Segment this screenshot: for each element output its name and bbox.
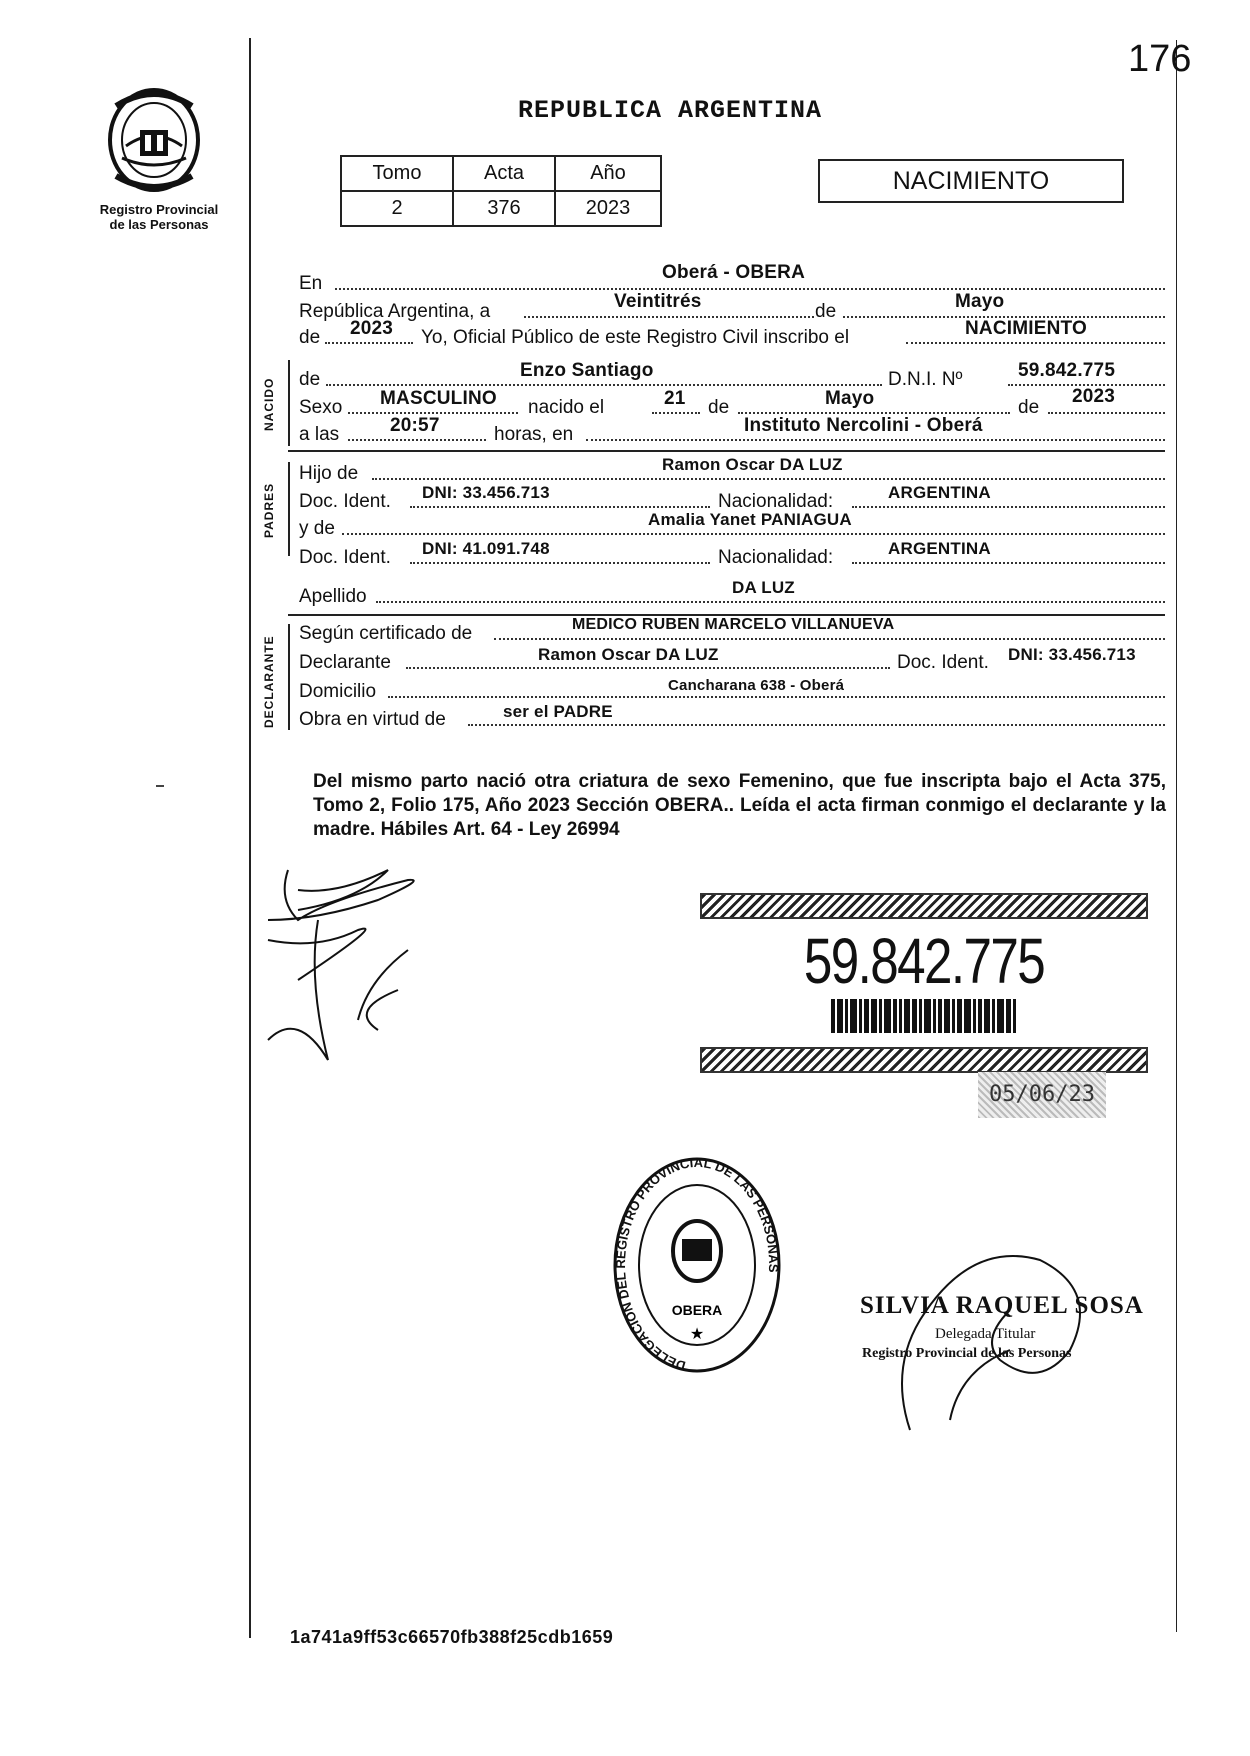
document-hash: 1a741a9ff53c66570fb388f25cdb1659	[290, 1627, 614, 1647]
declarante-doc-value: DNI: 33.456.713	[1008, 645, 1136, 664]
sticker-dni-number: 59.842.775	[803, 925, 1045, 997]
horas-label: horas, en	[494, 424, 574, 445]
birth-day-value: 21	[664, 388, 686, 409]
dni-sticker	[700, 893, 1148, 1073]
fill-line	[335, 288, 1165, 290]
birth-place-value: Instituto Nercolini - Oberá	[744, 415, 983, 436]
month-value: Mayo	[955, 291, 1005, 312]
domicilio-label: Domicilio	[299, 681, 377, 702]
obra-value: ser el PADRE	[503, 702, 613, 721]
certificado-label: Según certificado de	[299, 623, 473, 644]
fill-line	[410, 506, 710, 508]
nacionalidad-label: Nacionalidad:	[718, 547, 834, 568]
declarante-bracket	[288, 624, 290, 730]
child-name-value: Enzo Santiago	[520, 360, 654, 381]
fill-line	[586, 439, 1165, 441]
logo-caption	[84, 202, 234, 232]
apellido-value: DA LUZ	[732, 578, 795, 597]
registry-value-ano: 2023	[555, 191, 661, 226]
sexo-label: Sexo	[299, 397, 343, 418]
fill-line	[342, 533, 1165, 535]
seal-bottom-text: OBERA	[671, 1302, 723, 1318]
place-value: Oberá - OBERA	[662, 262, 806, 283]
day-value: Veintitrés	[614, 291, 702, 312]
fill-line	[1048, 412, 1165, 414]
apellido-label: Apellido	[299, 586, 367, 607]
logo-caption-line2: de las Personas	[109, 217, 209, 232]
nacido-section-label: NACIDO	[262, 377, 276, 431]
registry-value-row	[341, 191, 661, 226]
birth-year-value: 2023	[1072, 386, 1116, 407]
fill-line	[410, 562, 710, 564]
fill-line	[348, 439, 486, 441]
declarante-value: Ramon Oscar DA LUZ	[538, 645, 719, 664]
province-crest-logo	[102, 86, 206, 194]
fill-line	[652, 412, 700, 414]
page-number: 176	[1128, 38, 1192, 80]
dni-label: D.N.I. Nº	[888, 369, 963, 390]
section-divider	[288, 450, 1165, 452]
time-value: 20:57	[390, 415, 440, 436]
officer-text: Yo, Oficial Público de este Registro Civil inscribo el	[421, 327, 850, 348]
signatory-name: SILVIA RAQUEL SOSA	[860, 1292, 1144, 1319]
registry-value-acta: 376	[453, 191, 555, 226]
fill-line	[524, 316, 814, 318]
fill-line	[388, 696, 1165, 698]
left-margin-line	[249, 38, 251, 1638]
birth-month-value: Mayo	[825, 388, 875, 409]
y-de-label: y de	[299, 518, 335, 539]
obra-label: Obra en virtud de	[299, 709, 446, 730]
declarante-section-label: DECLARANTE	[262, 635, 276, 728]
year-value: 2023	[350, 318, 394, 339]
nacido-de-label: de	[299, 369, 321, 390]
declarante-label: Declarante	[299, 652, 391, 673]
right-margin-line	[1176, 40, 1177, 1632]
fill-line	[372, 478, 1165, 480]
certificate-value: MEDICO RUBEN MARCELO VILLANUEVA	[572, 616, 895, 633]
nacido-el-label: nacido el	[528, 397, 605, 418]
document-title: REPUBLICA ARGENTINA	[517, 96, 823, 125]
date-stamp: 05/06/23	[978, 1072, 1106, 1118]
hijo-de-label: Hijo de	[299, 463, 359, 484]
father-nationality-value: ARGENTINA	[888, 483, 991, 502]
official-seal	[612, 1155, 782, 1391]
sexo-value: MASCULINO	[380, 388, 497, 409]
fill-line	[906, 342, 1165, 344]
nacido-bracket	[288, 360, 290, 446]
alas-label: a las	[299, 424, 340, 445]
registry-header-acta: Acta	[453, 156, 555, 191]
barcode	[700, 999, 1148, 1033]
fill-line	[348, 412, 518, 414]
year-prefix-label: de	[299, 327, 321, 348]
republic-label: República Argentina, a	[299, 301, 491, 322]
fill-line	[406, 667, 890, 669]
father-name-value: Ramon Oscar DA LUZ	[662, 455, 843, 474]
registry-header-row	[341, 156, 661, 191]
doc-ident-label: Doc. Ident.	[897, 652, 989, 673]
observation-note: Del mismo parto nació otra criatura de sexo Femenino, que fue inscripta bajo el Acta 375, Tomo 2, Folio 175, Año 2023 Sección OBERA.. Leída el acta firman conmigo el declarante y la madre. Hábiles Art. 64 - Ley 26994	[313, 771, 1166, 840]
mother-doc-value: DNI: 41.091.748	[422, 539, 550, 558]
child-dni-value: 59.842.775	[1018, 360, 1116, 381]
en-label: En	[299, 273, 323, 294]
fill-line	[376, 601, 1165, 603]
mother-name-value: Amalia Yanet PANIAGUA	[648, 510, 852, 529]
fill-line	[852, 562, 1165, 564]
doc-ident-label: Doc. Ident.	[299, 547, 391, 568]
signatory-role: Delegada Titular	[935, 1326, 1036, 1342]
sticker-pattern-bottom	[700, 1047, 1148, 1073]
mother-nationality-value: ARGENTINA	[888, 539, 991, 558]
fill-line	[494, 638, 1165, 640]
padres-bracket	[288, 462, 290, 556]
domicilio-value: Cancharana 638 - Oberá	[668, 677, 845, 694]
fill-line	[852, 506, 1165, 508]
registry-header-tomo: Tomo	[341, 156, 453, 191]
father-doc-value: DNI: 33.456.713	[422, 483, 550, 502]
registry-value-tomo: 2	[341, 191, 453, 226]
act-value: NACIMIENTO	[965, 318, 1087, 339]
seal-ring-text: DELEGACION DEL REGISTRO PROVINCIAL DE LAS PERSONAS	[613, 1155, 782, 1374]
scan-mark	[156, 785, 164, 787]
fill-line	[468, 724, 1165, 726]
nacionalidad-label: Nacionalidad:	[718, 491, 834, 512]
de-label: de	[1018, 397, 1040, 418]
doc-ident-label: Doc. Ident.	[299, 491, 391, 512]
padres-section-label: PADRES	[262, 482, 276, 538]
sticker-pattern-top	[700, 893, 1148, 919]
de-label: de	[815, 301, 837, 322]
fill-line	[326, 384, 882, 386]
fill-line	[738, 412, 1010, 414]
fill-line	[325, 342, 413, 344]
seal-star-icon: ★	[689, 1324, 705, 1343]
logo-caption-line1: Registro Provincial	[99, 202, 219, 217]
de-label: de	[708, 397, 730, 418]
act-type-box: NACIMIENTO	[818, 159, 1124, 203]
registry-table	[340, 155, 662, 227]
signatory-organization: Registro Provincial de las Personas	[862, 1346, 1072, 1361]
registry-header-ano: Año	[555, 156, 661, 191]
handwritten-signatures	[258, 860, 458, 1070]
